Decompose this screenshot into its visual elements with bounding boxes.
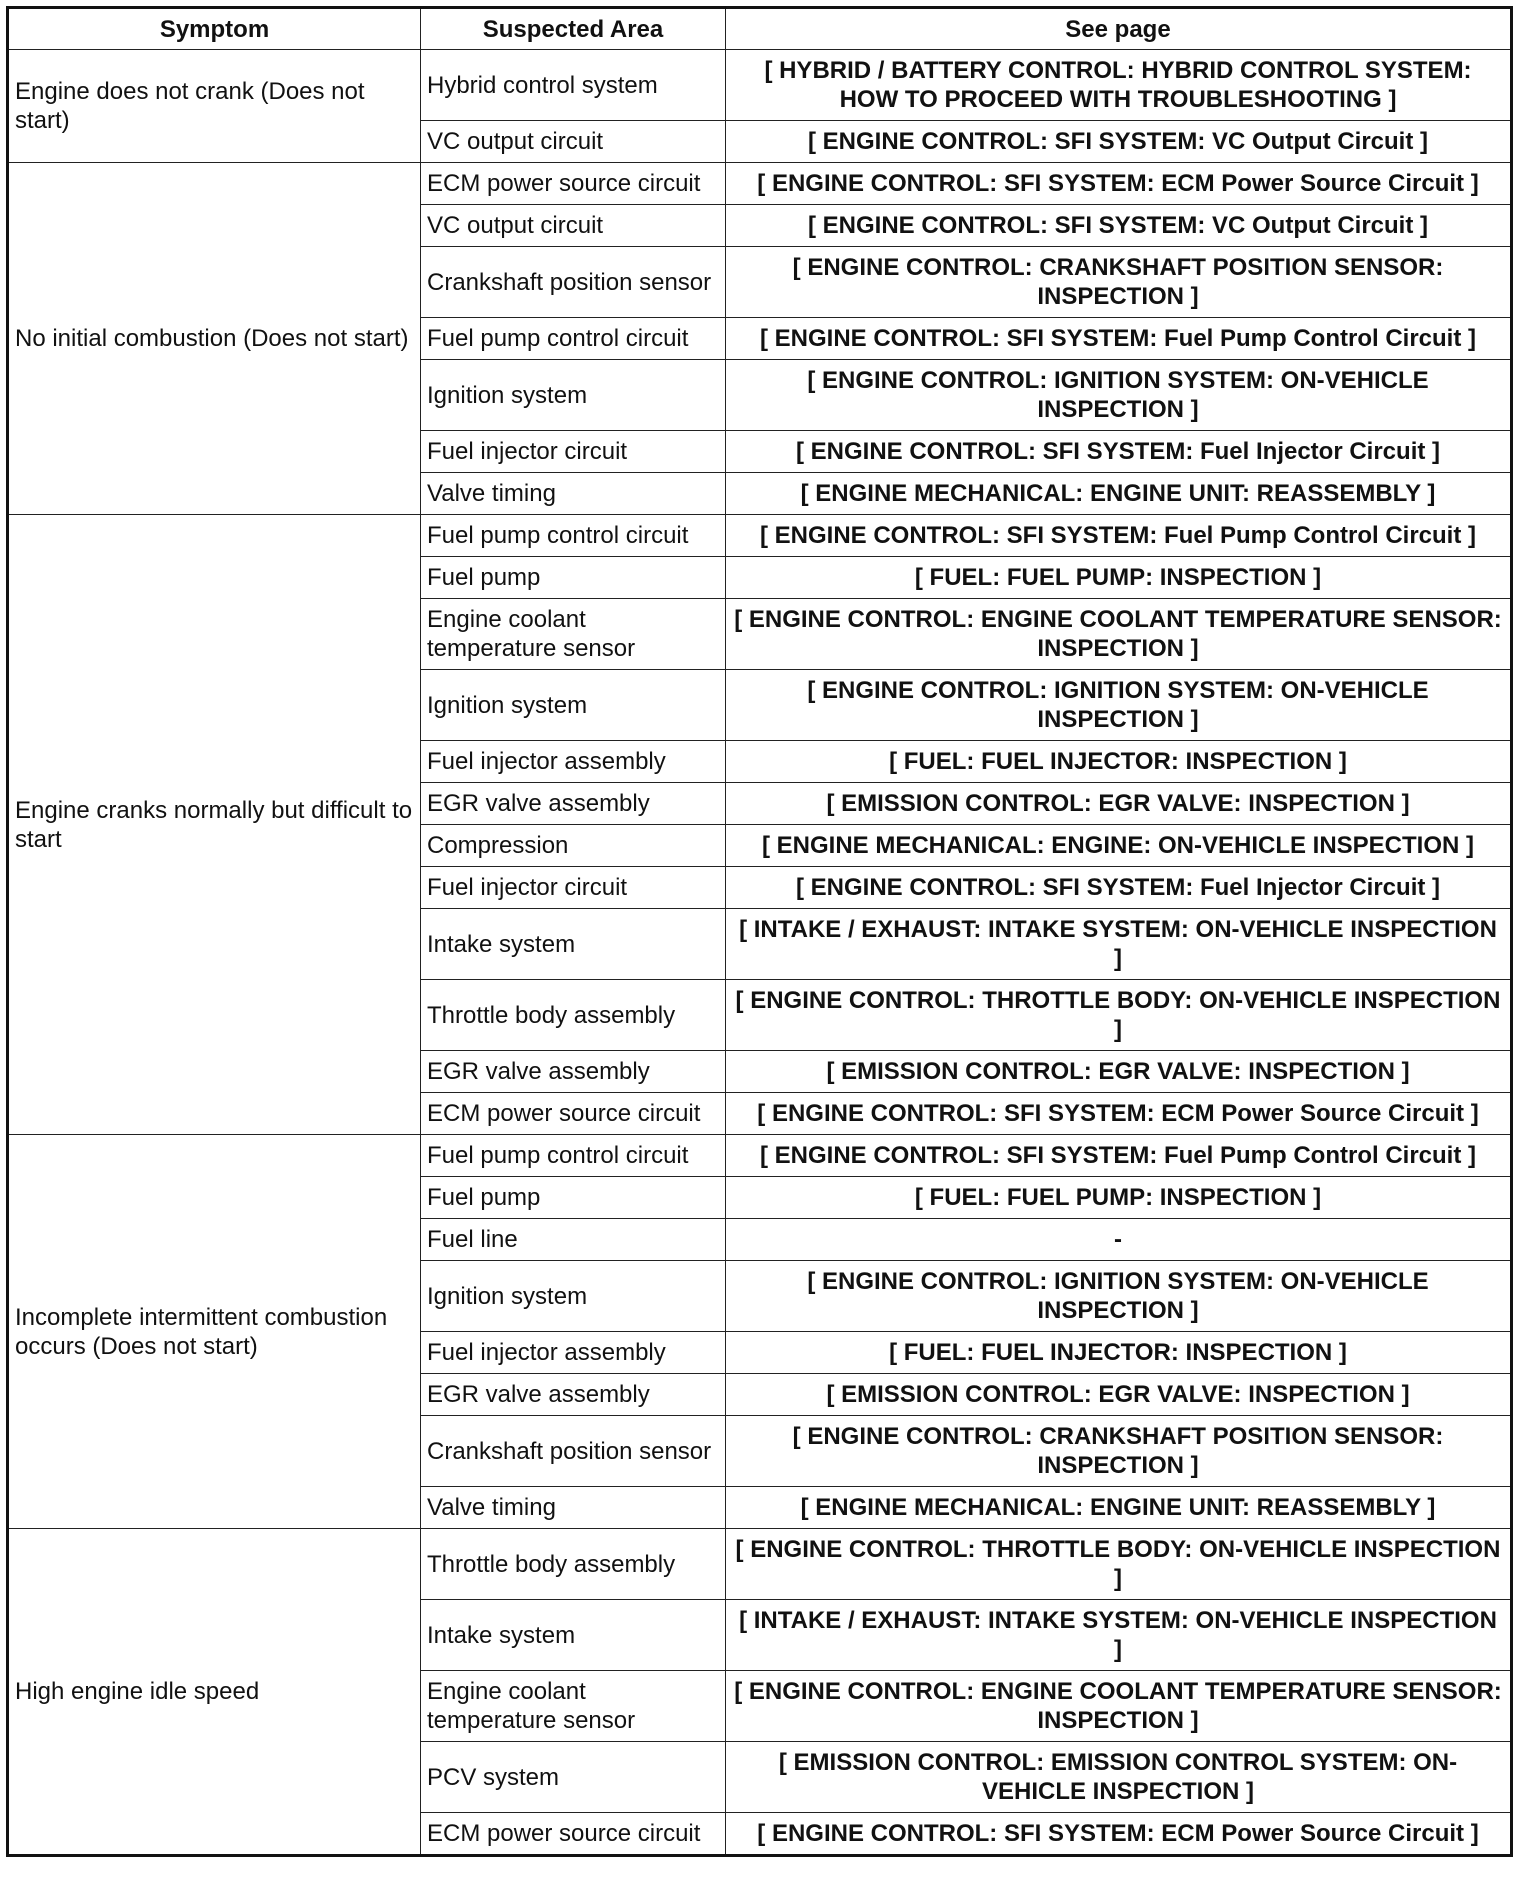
suspected-area-cell: Engine coolant temperature sensor [421,599,726,670]
suspected-area-cell: Fuel pump [421,1177,726,1219]
see-page-cell: [ ENGINE CONTROL: SFI SYSTEM: Fuel Pump Control Circuit ] [726,515,1512,557]
see-page-cell: [ EMISSION CONTROL: EGR VALVE: INSPECTION ] [726,1374,1512,1416]
suspected-area-cell: Fuel injector circuit [421,431,726,473]
see-page-cell: [ ENGINE CONTROL: IGNITION SYSTEM: ON-VEHICLE INSPECTION ] [726,670,1512,741]
suspected-area-cell: Valve timing [421,1487,726,1529]
see-page-cell: [ ENGINE CONTROL: THROTTLE BODY: ON-VEHICLE INSPECTION ] [726,1529,1512,1600]
see-page-cell: [ ENGINE MECHANICAL: ENGINE UNIT: REASSEMBLY ] [726,1487,1512,1529]
suspected-area-cell: ECM power source circuit [421,1093,726,1135]
suspected-area-cell: Crankshaft position sensor [421,1416,726,1487]
suspected-area-cell: Fuel injector assembly [421,741,726,783]
suspected-area-cell: Ignition system [421,670,726,741]
symptom-cell: No initial combustion (Does not start) [8,163,421,515]
see-page-cell: [ ENGINE CONTROL: ENGINE COOLANT TEMPERATURE SENSOR: INSPECTION ] [726,1671,1512,1742]
see-page-cell: [ ENGINE CONTROL: SFI SYSTEM: Fuel Pump Control Circuit ] [726,1135,1512,1177]
table-row [8,163,1512,205]
see-page-cell: [ ENGINE CONTROL: THROTTLE BODY: ON-VEHICLE INSPECTION ] [726,980,1512,1051]
suspected-area-cell: VC output circuit [421,205,726,247]
see-page-cell: [ ENGINE CONTROL: ENGINE COOLANT TEMPERATURE SENSOR: INSPECTION ] [726,599,1512,670]
see-page-cell: [ EMISSION CONTROL: EGR VALVE: INSPECTION ] [726,1051,1512,1093]
suspected-area-cell: Fuel line [421,1219,726,1261]
see-page-cell: [ INTAKE / EXHAUST: INTAKE SYSTEM: ON-VEHICLE INSPECTION ] [726,909,1512,980]
symptom-cell: Engine does not crank (Does not start) [8,50,421,163]
suspected-area-cell: ECM power source circuit [421,163,726,205]
table-row [8,50,1512,121]
suspected-area-cell: Fuel injector circuit [421,867,726,909]
table-row [8,1135,1512,1177]
suspected-area-cell: Valve timing [421,473,726,515]
suspected-area-cell: Fuel pump [421,557,726,599]
suspected-area-cell: Throttle body assembly [421,1529,726,1600]
suspected-area-cell: Ignition system [421,360,726,431]
see-page-cell: [ ENGINE MECHANICAL: ENGINE UNIT: REASSEMBLY ] [726,473,1512,515]
header-row [8,8,1512,50]
suspected-area-cell: Intake system [421,1600,726,1671]
suspected-area-cell: Fuel injector assembly [421,1332,726,1374]
see-page-cell: [ ENGINE CONTROL: IGNITION SYSTEM: ON-VEHICLE INSPECTION ] [726,1261,1512,1332]
see-page-cell: [ ENGINE CONTROL: SFI SYSTEM: ECM Power Source Circuit ] [726,163,1512,205]
see-page-cell: [ ENGINE CONTROL: IGNITION SYSTEM: ON-VEHICLE INSPECTION ] [726,360,1512,431]
see-page-cell: [ FUEL: FUEL PUMP: INSPECTION ] [726,557,1512,599]
suspected-area-cell: VC output circuit [421,121,726,163]
see-page-cell: [ FUEL: FUEL INJECTOR: INSPECTION ] [726,1332,1512,1374]
see-page-cell: [ EMISSION CONTROL: EGR VALVE: INSPECTION ] [726,783,1512,825]
suspected-area-cell: PCV system [421,1742,726,1813]
see-page-cell: [ ENGINE MECHANICAL: ENGINE: ON-VEHICLE INSPECTION ] [726,825,1512,867]
see-page-cell: [ ENGINE CONTROL: SFI SYSTEM: VC Output Circuit ] [726,205,1512,247]
see-page-cell: [ ENGINE CONTROL: SFI SYSTEM: Fuel Injector Circuit ] [726,867,1512,909]
suspected-area-cell: Ignition system [421,1261,726,1332]
see-page-cell: [ ENGINE CONTROL: SFI SYSTEM: Fuel Injector Circuit ] [726,431,1512,473]
see-page-cell: [ ENGINE CONTROL: SFI SYSTEM: Fuel Pump Control Circuit ] [726,318,1512,360]
table-row [8,1529,1512,1600]
see-page-cell: [ ENGINE CONTROL: SFI SYSTEM: ECM Power Source Circuit ] [726,1093,1512,1135]
table-row [8,515,1512,557]
suspected-area-cell: EGR valve assembly [421,1051,726,1093]
suspected-area-cell: Engine coolant temperature sensor [421,1671,726,1742]
suspected-area-cell: Fuel pump control circuit [421,318,726,360]
suspected-area-cell: Compression [421,825,726,867]
symptom-cell: High engine idle speed [8,1529,421,1856]
suspected-area-cell: Fuel pump control circuit [421,1135,726,1177]
suspected-area-cell: Hybrid control system [421,50,726,121]
see-page-cell: [ INTAKE / EXHAUST: INTAKE SYSTEM: ON-VEHICLE INSPECTION ] [726,1600,1512,1671]
see-page-cell: [ ENGINE CONTROL: CRANKSHAFT POSITION SENSOR: INSPECTION ] [726,1416,1512,1487]
see-page-cell: [ HYBRID / BATTERY CONTROL: HYBRID CONTROL SYSTEM: HOW TO PROCEED WITH TROUBLESHOOTING ] [726,50,1512,121]
see-page-cell: [ ENGINE CONTROL: CRANKSHAFT POSITION SENSOR: INSPECTION ] [726,247,1512,318]
troubleshooting-table [6,6,1513,1857]
troubleshooting-table-container [6,6,1510,1857]
symptom-cell: Incomplete intermittent combustion occurs (Does not start) [8,1135,421,1529]
header-symptom: Symptom [8,8,421,50]
suspected-area-cell: Fuel pump control circuit [421,515,726,557]
see-page-cell: [ FUEL: FUEL PUMP: INSPECTION ] [726,1177,1512,1219]
header-suspected-area: Suspected Area [421,8,726,50]
suspected-area-cell: Throttle body assembly [421,980,726,1051]
suspected-area-cell: EGR valve assembly [421,1374,726,1416]
see-page-cell: - [726,1219,1512,1261]
suspected-area-cell: ECM power source circuit [421,1813,726,1856]
see-page-cell: [ ENGINE CONTROL: SFI SYSTEM: ECM Power Source Circuit ] [726,1813,1512,1856]
table-header [8,8,1512,50]
header-see-page: See page [726,8,1512,50]
table-body [8,50,1512,1856]
suspected-area-cell: Crankshaft position sensor [421,247,726,318]
see-page-cell: [ EMISSION CONTROL: EMISSION CONTROL SYSTEM: ON-VEHICLE INSPECTION ] [726,1742,1512,1813]
symptom-cell: Engine cranks normally but difficult to start [8,515,421,1135]
see-page-cell: [ FUEL: FUEL INJECTOR: INSPECTION ] [726,741,1512,783]
suspected-area-cell: EGR valve assembly [421,783,726,825]
see-page-cell: [ ENGINE CONTROL: SFI SYSTEM: VC Output Circuit ] [726,121,1512,163]
suspected-area-cell: Intake system [421,909,726,980]
